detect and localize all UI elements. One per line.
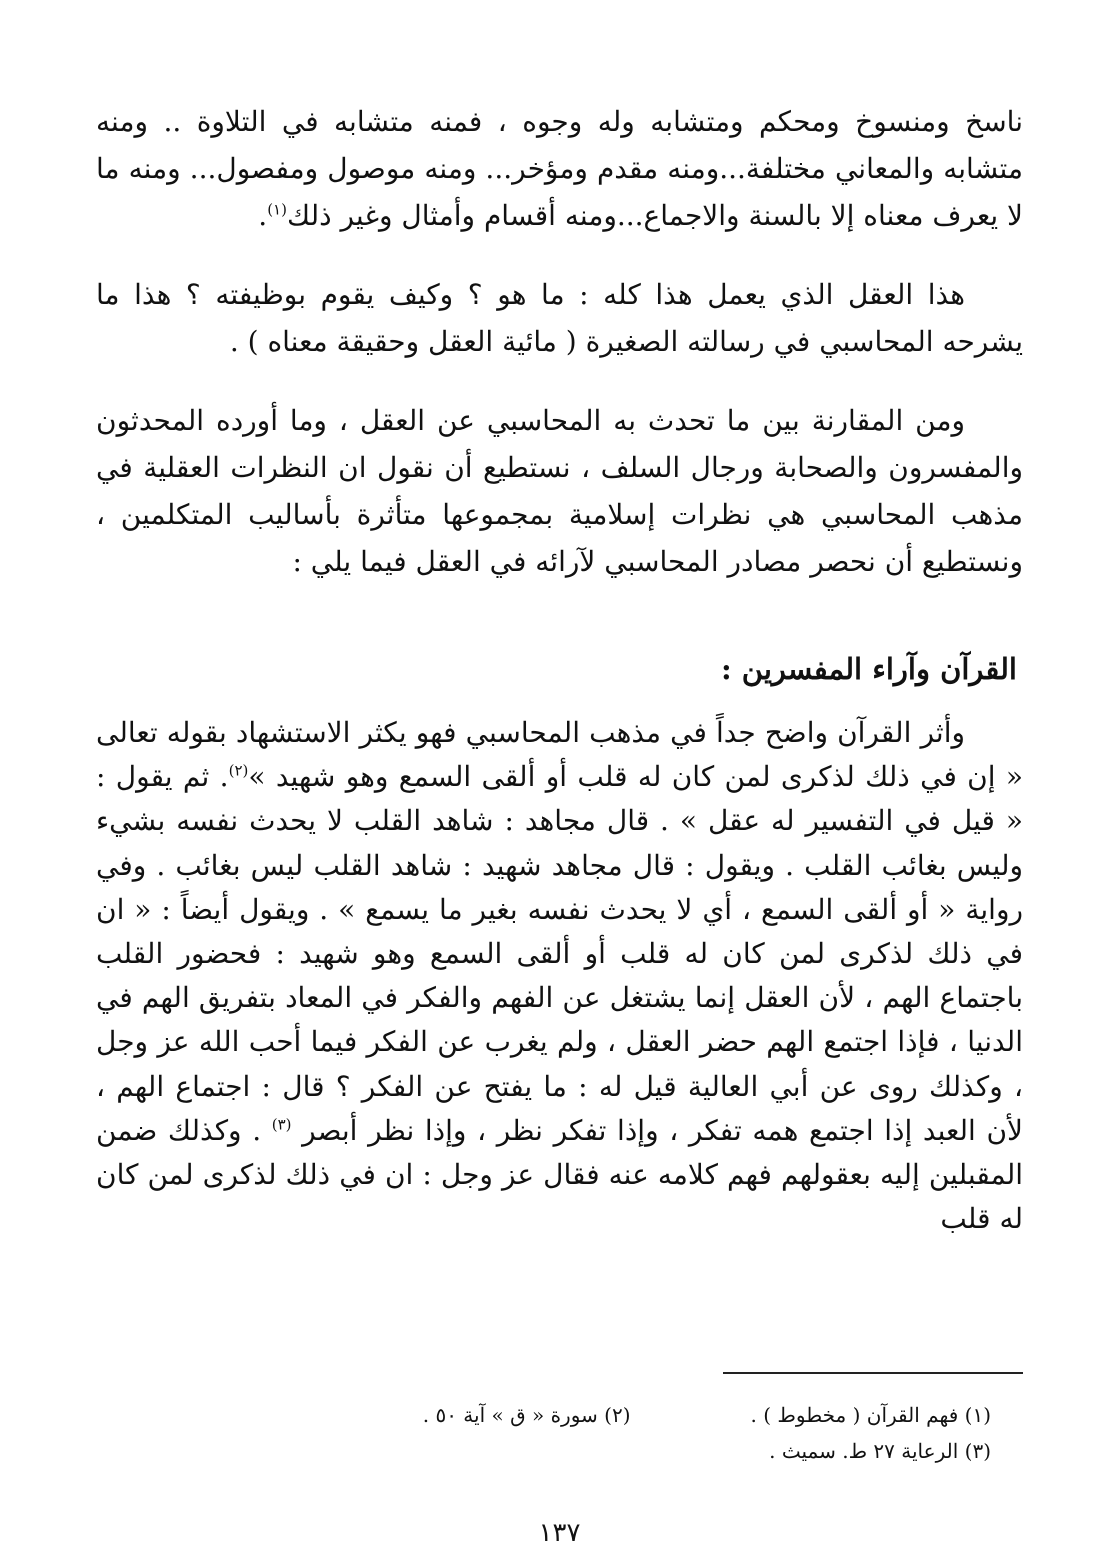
paragraph-4: [96, 711, 1023, 1241]
footnote-divider: [723, 1372, 1023, 1374]
footnote-ref-2: (٢): [228, 761, 249, 780]
paragraph-1-text: ناسخ ومنسوخ ومحكم ومتشابه وله وجوه ، فمنه متشابه في التلاوة .. ومنه متشابه والمعاني مختلفة...ومنه مقدم ومؤخر... ومنه موصول ومفصول... ومنه ما لا يعرف معناه إلا بالسنة والاجماع...ومنه أقسام وأمثال وغير ذلك: [96, 105, 1023, 232]
paragraph-4-text-a: وأثر القرآن واضح جداً في مذهب المحاسبي فهو يكثر الاستشهاد بقوله تعالى « إن في ذلك لذكرى لمن كان له قلب أو ألقى السمع وهو شهيد »: [96, 716, 1023, 794]
footnote-3: (٣) الرعاية ٢٧ ط. سميث .: [769, 1439, 991, 1463]
paragraph-4-text-b: . ثم يقول : « قيل في التفسير له عقل » . قال مجاهد : شاهد القلب لا يحدث نفسه بشيء وليس بغائب القلب . ويقول : قال مجاهد شهيد : شاهد القلب ليس بغائب . وفي رواية « أو ألقى السمع ، أي لا يحدث نفسه بغير ما يسمع » . ويقول أيضاً : « ان في ذلك لذكرى لمن كان له قلب أو ألقى السمع وهو شهيد : فحضور القلب باجتماع الهم ، لأن العقل إنما يشتغل عن الفهم والفكر في المعاد بتفريق الهم في الدنيا ، فإذا اجتمع الهم حضر العقل ، ولم يغرب عن الفكر فيما أحب الله عز وجل ، وكذلك روى عن أبي العالية قيل له : ما يفتح عن الفكر ؟ قال : اجتماع الهم ، لأن العبد إذا اجتمع همه تفكر ، وإذا تفكر نظر ، وإذا نظر أبصر: [96, 760, 1023, 1147]
paragraph-2: [96, 271, 1023, 365]
footnote-ref-3: (٣): [271, 1115, 292, 1134]
section-heading: القرآن وآراء المفسرين :: [720, 652, 1017, 686]
paragraph-3-text: ومن المقارنة بين ما تحدث به المحاسبي عن العقل ، وما أورده المحدثون والمفسرون والصحابة ورجال السلف ، نستطيع أن نقول ان النظرات العقلية في مذهب المحاسبي هي نظرات إسلامية بمجموعها متأثرة بأساليب المتكلمين ، ونستطيع أن نحصر مصادر المحاسبي لآرائه في العقل فيما يلي :: [96, 404, 1023, 578]
footnote-row: [200, 1397, 991, 1433]
paragraph-4-text-c: . وكذلك ضمن المقبلين إليه بعقولهم فهم كلامه عنه فقال عز وجل : ان في ذلك لذكرى لمن كان له قلب: [96, 1113, 1023, 1236]
footnote-2: (٢) سورة « ق » آية ٥٠ .: [422, 1403, 631, 1427]
paragraph-1: [96, 98, 1023, 239]
footnotes: [200, 1397, 991, 1469]
paragraph-2-text: هذا العقل الذي يعمل هذا كله : ما هو ؟ وكيف يقوم بوظيفته ؟ هذا ما يشرحه المحاسبي في رسالته الصغيرة ( مائية العقل وحقيقة معناه ) .: [96, 278, 1023, 358]
page-number: ١٣٧: [538, 1518, 581, 1548]
paragraph-1-end: .: [258, 199, 268, 232]
footnote-1: (١) فهم القرآن ( مخطوط ) .: [750, 1403, 991, 1427]
paragraph-3: [96, 397, 1023, 585]
footnote-ref-1: (١): [267, 200, 287, 219]
